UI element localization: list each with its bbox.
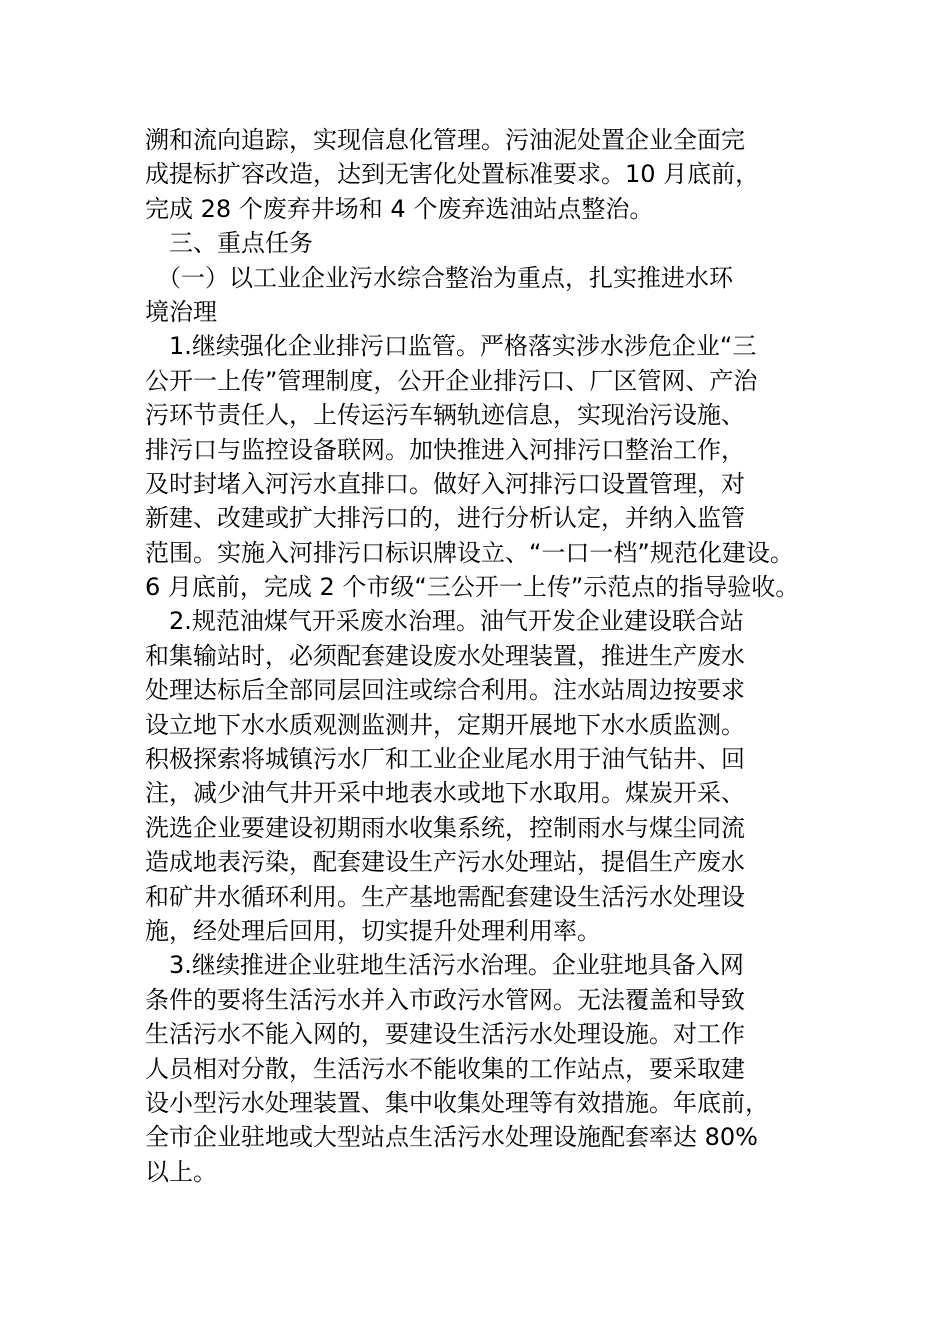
- text-line: 溯和流向追踪，实现信息化管理。污油泥处置企业全面完: [145, 126, 745, 154]
- paragraph-2-line: 积极探索将城镇污水厂和工业企业尾水用于油气钻井、回: [145, 745, 745, 774]
- section-heading: 三、重点任务: [145, 229, 313, 258]
- paragraph-3-line: 3.继续推进企业驻地生活污水治理。企业驻地具备入网: [145, 951, 744, 980]
- paragraph-2-line: 和矿井水循环利用。生产基地需配套建设生活污水处理设: [145, 882, 745, 911]
- subsection-heading: （一）以工业企业污水综合整治为重点，扎实推进水环: [145, 263, 733, 292]
- paragraph-1-line: 范围。实施入河排污口标识牌设立、“一口一档”规范化建设。: [145, 538, 794, 567]
- paragraph-1-line: 公开一上传”管理制度，公开企业排污口、厂区管网、产治: [145, 366, 758, 395]
- document-body: [145, 123, 825, 1189]
- paragraph-2-line: 处理达标后全部同层回注或综合利用。注水站周边按要求: [145, 676, 745, 705]
- paragraph-1-line: 污环节责任人，上传运污车辆轨迹信息，实现治污设施、: [145, 401, 745, 430]
- paragraph-1-line: 新建、改建或扩大排污口的，进行分析认定，并纳入监管: [145, 504, 745, 533]
- paragraph-2-line: 2.规范油煤气开采废水治理。油气开发企业建设联合站: [145, 607, 744, 636]
- paragraph-1-line: 6 月底前，完成 2 个市级“三公开一上传”示范点的指导验收。: [145, 573, 800, 602]
- paragraph-3-line: 以上。: [145, 1157, 217, 1186]
- paragraph-2-line: 洗选企业要建设初期雨水收集系统，控制雨水与煤尘同流: [145, 813, 745, 842]
- paragraph-3-line: 生活污水不能入网的，要建设生活污水处理设施。对工作: [145, 1020, 745, 1049]
- paragraph-2-line: 设立地下水水质观测监测井，定期开展地下水水质监测。: [145, 710, 745, 739]
- subsection-heading: 境治理: [145, 297, 217, 326]
- paragraph-2-line: 和集输站时，必须配套建设废水处理装置，推进生产废水: [145, 641, 745, 670]
- paragraph-1-line: 排污口与监控设备联网。加快推进入河排污口整治工作，: [145, 435, 745, 464]
- paragraph-3-line: 人员相对分散，生活污水不能收集的工作站点，要采取建: [145, 1054, 745, 1083]
- paragraph-3-line: 设小型污水处理装置、集中收集处理等有效措施。年底前，: [145, 1088, 769, 1117]
- paragraph-1-line: 及时封堵入河污水直排口。做好入河排污口设置管理，对: [145, 469, 745, 498]
- paragraph-2-line: 注，减少油气井开采中地表水或地下水取用。煤炭开采、: [145, 779, 745, 808]
- paragraph-2-line: 施，经处理后回用，切实提升处理利用率。: [145, 916, 601, 945]
- paragraph-3-line: 全市企业驻地或大型站点生活污水处理设施配套率达 80%: [145, 1123, 758, 1152]
- text-line: 完成 28 个废弃井场和 4 个废弃选油站点整治。: [145, 194, 654, 223]
- text-line: 成提标扩容改造，达到无害化处置标准要求。10 月底前，: [145, 160, 760, 189]
- paragraph-1-line: 1.继续强化企业排污口监管。严格落实涉水涉危企业“三: [145, 332, 757, 361]
- paragraph-3-line: 条件的要将生活污水并入市政污水管网。无法覆盖和导致: [145, 985, 745, 1014]
- paragraph-2-line: 造成地表污染，配套建设生产污水处理站，提倡生产废水: [145, 848, 745, 877]
